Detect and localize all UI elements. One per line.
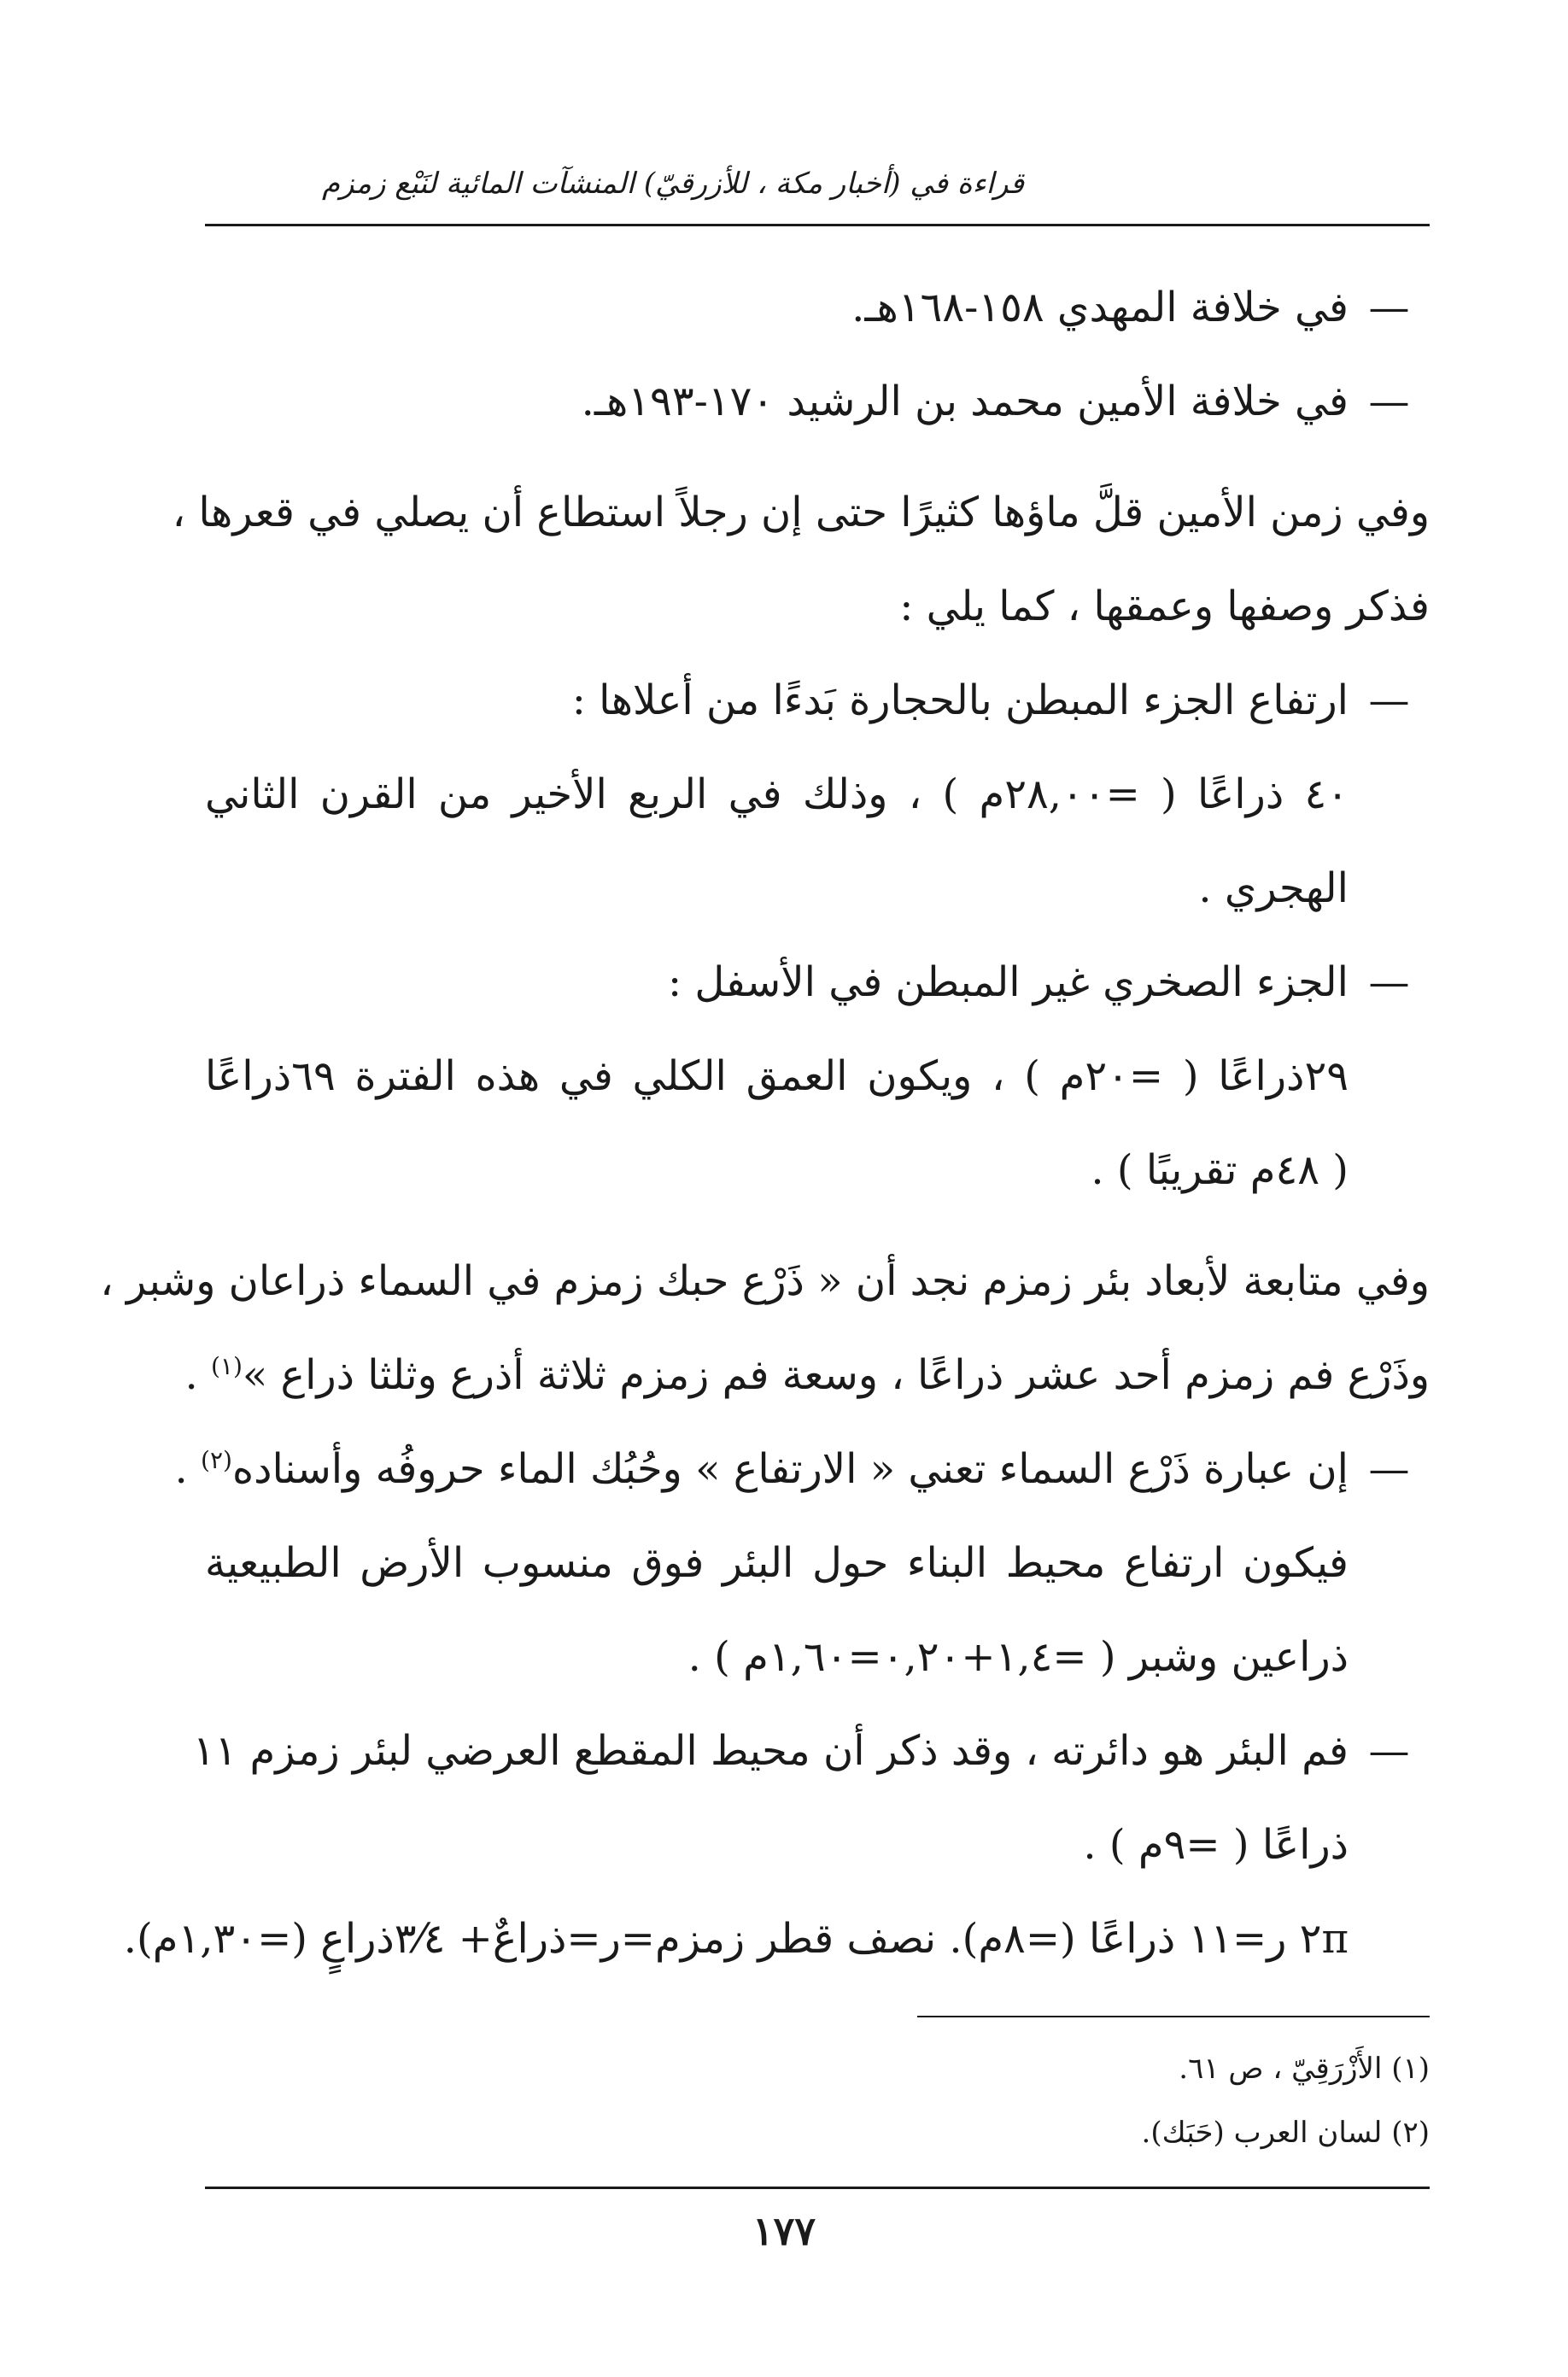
paragraph-line: الهجري .	[1198, 864, 1349, 912]
list-item-mouth: —فم البئر هو دائرته ، وقد ذكر أن محيط المقطع العرضي لبئر زمزم ١١	[205, 1704, 1430, 1798]
dash-bullet: —	[1368, 676, 1410, 724]
footnote-divider	[917, 2016, 1430, 2017]
dash-bullet: —	[1368, 958, 1410, 1006]
paragraph-line: فذكر وصفها وعمقها ، كما يلي :	[899, 583, 1430, 630]
dash-bullet: —	[1368, 378, 1410, 425]
footnote-ref: (٢)	[201, 1446, 232, 1474]
list-item-rock-part: —الجزء الصخري غير المبطن في الأسفل :	[205, 935, 1430, 1029]
paragraph-line: فيكون ارتفاع محيط البناء حول البئر فوق منسوب الأرض الطبيعية	[205, 1539, 1349, 1587]
paragraph-line: وذَرْع فم زمزم أحد عشر ذراعًا ، وسعة فم زمزم ثلاثة أذرع وثلثا ذراع »$^{(١)}$ .	[184, 1351, 1430, 1399]
paragraph-line: وفي زمن الأمين قلَّ ماؤها كثيرًا حتى إن رجلاً استطاع أن يصلي في قعرها ،	[172, 489, 1430, 536]
paragraph-line: ٤٠ ذراعًا ( =٢٨,٠٠م ) ، وذلك في الربع الأخير من القرن الثاني	[205, 770, 1349, 818]
footer-divider	[205, 2187, 1430, 2189]
paragraph-line: وفي متابعة لأبعاد بئر زمزم نجد أن « ذَرْع حبك زمزم في السماء ذراعان وشبر ،	[100, 1257, 1430, 1305]
page-number: ١٧٧	[752, 2208, 816, 2254]
paragraph-line: ( ٤٨م تقريبًا ) .	[1091, 1146, 1349, 1194]
paragraph-line: ذراعين وشبر ( =١,٤+٠,٢٠=١,٦٠م ) .	[687, 1633, 1349, 1681]
footnote-ref: (١)	[210, 1352, 243, 1380]
list-item-definition: —إن عبارة ذَرْع السماء تعني « الارتفاع » وحُبُك الماء حروفُه وأسناده$^{(٢)}$ .	[205, 1422, 1430, 1516]
dash-bullet: —	[1368, 1445, 1410, 1493]
footnote-1: (١) الأَزْرَقِيّ ، ص ٦١.	[1179, 2052, 1430, 2086]
dash-bullet: —	[1368, 284, 1410, 331]
list-item-mahdi: —في خلافة المهدي ١٥٨-١٦٨هـ.	[205, 261, 1430, 354]
paragraph-line: ٢٩ذراعًا ( =٢٠م ) ، ويكون العمق الكلي في هذه الفترة ٦٩ذراعًا	[205, 1052, 1349, 1100]
dash-bullet: —	[1368, 1727, 1410, 1775]
paragraph-line: ذراعًا ( =٩م ) .	[1083, 1821, 1349, 1869]
main-text	[100, 261, 1430, 1986]
header-divider	[205, 224, 1430, 226]
formula-line: ٢π ر=١١ ذراعًا (=٨م). نصف قطر زمزم=ر=ذراعٌ+ ٣⁄٤ذراعٍ (=١,٣٠م).	[123, 1915, 1349, 1963]
running-header: قراءة في (أخبار مكة ، للأزرقيّ) المنشآت المائية لنَبْع زمزم	[321, 167, 1025, 201]
list-item-amin: —في خلافة الأمين محمد بن الرشيد ١٧٠-١٩٣هـ.	[205, 354, 1430, 448]
footnote-2: (٢) لسان العرب (حَبَك).	[1141, 2116, 1430, 2150]
list-item-lined-part: —ارتفاع الجزء المبطن بالحجارة بَدءًا من أعلاها :	[205, 653, 1430, 747]
footnotes	[205, 2037, 1430, 2165]
